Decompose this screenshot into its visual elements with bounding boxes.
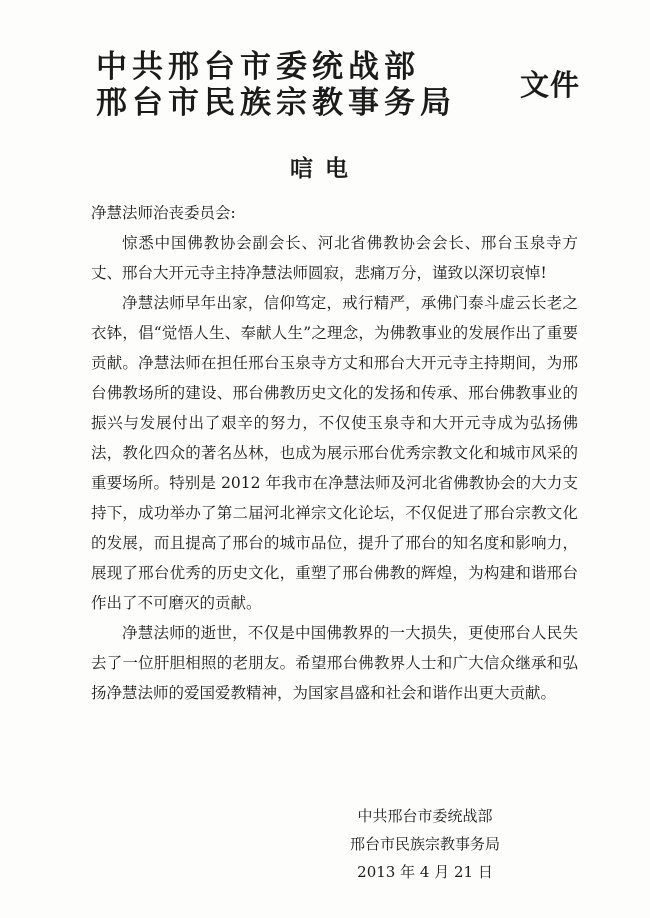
signature-block <box>300 802 550 886</box>
issuer-line-2: 邢台市民族宗教事务局 <box>96 85 456 121</box>
document-type: 文件 <box>520 68 581 102</box>
document-body <box>91 198 578 708</box>
document-header <box>96 46 586 126</box>
paragraph-3: 净慧法师的逝世，不仅是中国佛教界的一大损失，更使邢台人民失去了一位肝胆相照的老朋友。希望邢台佛教界人士和广大信众继承和弘扬净慧法师的爱国爱教精神，为国家昌盛和社会和谐作出更大贡献。 <box>91 624 578 702</box>
paragraph-2: 净慧法师早年出家，信仰笃定，戒行精严，承佛门泰斗虚云长老之衣钵，倡“觉悟人生、奉献人生”之理念，为佛教事业的发展作出了重要贡献。净慧法师在担任邢台玉泉寺方丈和邢台大开元寺主持期间，为邢台佛教场所的建设、邢台佛教历史文化的发扬和传承、邢台佛教事业的振兴与发展付出了艰辛的努力，不仅使玉泉寺和大开元寺成为弘扬佛法，教化四众的著名丛林，也成为展示邢台优秀宗教文化和城市风采的重要场所。特别是 2012 年我市在净慧法师及河北省佛教协会的大力支持下，成功举办了第二届河北禅宗文化论坛，不仅促进了邢台宗教文化的发展，而且提高了邢台的城市品位，提升了邢台的知名度和影响力，展现了邢台优秀的历史文化，重塑了邢台佛教的辉煌，为构建和谐邢台作出了不可磨灭的贡献。 <box>91 294 578 612</box>
document-title: 唁电 <box>290 156 360 182</box>
issuer-line-1: 中共邢台市委统战部 <box>96 49 420 85</box>
signature-org-2: 邢台市民族宗教事务局 <box>349 835 500 853</box>
signature-date: 2013 年 4 月 21 日 <box>357 863 493 881</box>
salutation: 净慧法师治丧委员会: <box>91 204 236 222</box>
signature-org-1: 中共邢台市委统战部 <box>357 807 493 825</box>
paragraph-1: 惊悉中国佛教协会副会长、河北省佛教协会会长、邢台玉泉寺方丈、邢台大开元寺主持净慧法师圆寂，悲痛万分，谨致以深切哀悼! <box>91 234 578 282</box>
